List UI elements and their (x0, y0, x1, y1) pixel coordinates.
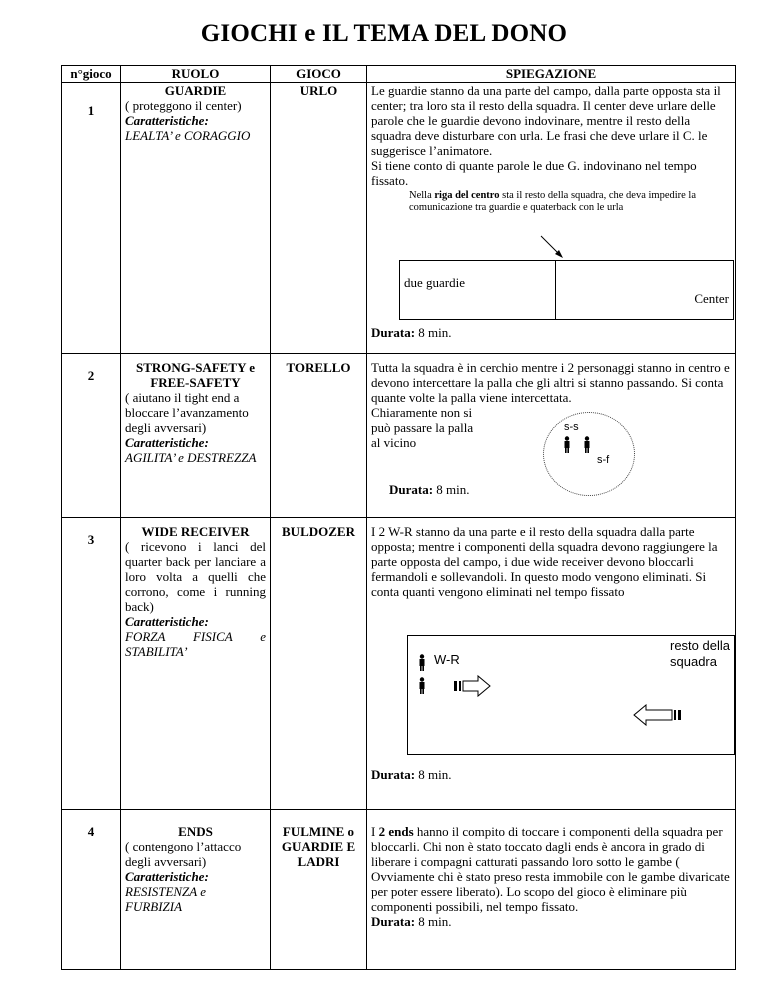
game-name (271, 810, 367, 970)
box-label-left: due guardie (404, 275, 466, 290)
table-row (62, 810, 736, 970)
table-row (62, 83, 736, 354)
diagram-1 (371, 188, 731, 321)
characteristics-value: AGILITA’ e DESTREZZA (125, 450, 257, 465)
game-name (271, 354, 367, 518)
explain-text-2: Si tiene conto di quante parole le due G. indovinano nel tempo fissato. (371, 158, 697, 188)
characteristics-value: RESISTENZA e FURBIZIA (125, 884, 207, 914)
explain-cell (367, 354, 736, 518)
number-text: 4 (87, 824, 95, 839)
field-box (407, 635, 735, 755)
explain-bold: 2 ends (378, 824, 414, 839)
header-explain: SPIEGAZIONE (367, 66, 736, 83)
box-label-right: Center (694, 291, 729, 306)
diagram-2 (371, 360, 731, 510)
characteristics-value: LEALTA’ e CORAGGIO (125, 128, 251, 143)
circle-label-top: s-s (564, 421, 579, 433)
role-title: ENDS (178, 824, 213, 839)
explain-pre: I (371, 824, 379, 839)
duration-label: Durata: (389, 482, 434, 497)
role-desc: ( ricevono i lanci del quarter back per lanciare a loro volta a quelli che corrono, come i running back) (125, 539, 266, 614)
header-game: GIOCO (271, 66, 367, 83)
duration-value: 8 min. (433, 482, 470, 497)
number-text: 2 (87, 368, 95, 383)
number-text: 1 (87, 103, 95, 118)
role-desc: ( proteggono il center) (125, 98, 242, 113)
explain-text: Le guardie stanno da una parte del campo, dalla parte opposta sta il center; tra loro sta il resto della squadra. Il center deve urlare delle parole che le guardie devono indovinare, mentre il resto della squadra deve disturbare con urla. Le frasi che deve urlare il C. le suggerisce l’animatore. (371, 83, 721, 158)
arrow-left-icon (630, 704, 690, 728)
duration (389, 482, 470, 497)
game-name-text: BULDOZER (282, 524, 355, 539)
circle (543, 412, 635, 496)
explain-text: Tutta la squadra è in cerchio mentre i 2 personaggi stanno in centro e devono intercettare la palla che gli altri si stanno passando. Si conta quante volte la palla viene intercettata. (371, 360, 730, 405)
characteristics-label: Caratteristiche: (125, 614, 209, 629)
field-divider (555, 261, 556, 319)
table-row (62, 354, 736, 518)
role-cell (121, 518, 271, 810)
explain-post: hanno il compito di toccare i componenti della squadra per bloccarli. Chi non è stato toccato dagli ends è ancora in grado di liberare i compagni catturati passando loro sotto le gambe ( Ovviamente chi è stato preso resta immobile con le gambe divaricate per poter essere liberato). Lo scopo del gioco è eliminare più componenti possibili, nel tempo fissato. (371, 824, 730, 914)
game-name-text: TORELLO (286, 360, 351, 375)
person-icon (561, 436, 601, 454)
duration (371, 325, 731, 340)
rest-label: resto della squadra (670, 638, 730, 669)
explain-line: al vicino (371, 435, 417, 450)
game-name-text: FULMINE o GUARDIE E LADRI (281, 824, 356, 869)
role-cell (121, 83, 271, 354)
explain-text (371, 824, 731, 914)
role-desc: ( contengono l’attacco degli avversari) (125, 839, 242, 869)
game-number (62, 518, 121, 810)
characteristics-label: Caratteristiche: (125, 869, 209, 884)
role-title: GUARDIE (164, 83, 227, 98)
duration-label: Durata: (371, 325, 416, 340)
note-text-2: sta il resto della squadra, che deva impedire la comunicazione tra guardie e quaterback con le urla (409, 190, 697, 213)
role-cell (121, 810, 271, 970)
game-name-text: URLO (299, 83, 338, 98)
duration-label: Durata: (371, 914, 416, 929)
role-cell (121, 354, 271, 518)
header-num: n°gioco (62, 66, 121, 83)
circle-label-bottom: s-f (597, 454, 610, 466)
duration-label: Durata: (371, 767, 416, 782)
number-text: 3 (87, 532, 95, 547)
role-desc: ( aiutano il tight end a bloccare l’avanzamento degli avversari) (125, 390, 249, 435)
header-role: RUOLO (121, 66, 271, 83)
page-title: GIOCHI e IL TEMA DEL DONO (200, 20, 568, 47)
game-number (62, 810, 121, 970)
note-text: Nella (409, 190, 435, 201)
explain-cell (367, 810, 736, 970)
game-number (62, 83, 121, 354)
explain-cell (367, 518, 736, 810)
wr-label: W-R (434, 652, 460, 667)
diagram-3 (371, 599, 731, 767)
duration-value: 8 min. (415, 325, 452, 340)
duration (371, 914, 731, 929)
explain-cell (367, 83, 736, 354)
note-bold: riga del centro (434, 190, 500, 201)
explain-text: I 2 W-R stanno da una parte e il resto della squadra dalla parte opposta; mentre i componenti della squadra devono raggiungere la parte opposta del campo, i due wide receiver devono bloccarli fermandoli e sollevandoli. In questo modo vengono eliminati. Si conta quanti vengono eliminati nel tempo fissato (371, 524, 718, 599)
games-table (61, 65, 736, 970)
game-name (271, 83, 367, 354)
role-title: STRONG-SAFETY e FREE-SAFETY (135, 360, 256, 390)
explain-line: può passare la palla (371, 420, 474, 435)
table-row (62, 518, 736, 810)
characteristics-value: FORZA FISICA e STABILITA’ (125, 629, 266, 659)
characteristics-label: Caratteristiche: (125, 113, 209, 128)
characteristics-label: Caratteristiche: (125, 435, 209, 450)
duration-value: 8 min. (415, 914, 452, 929)
role-title: WIDE RECEIVER (141, 524, 250, 539)
duration-value: 8 min. (415, 767, 452, 782)
explain-line: Chiaramente non si (371, 405, 473, 420)
game-name (271, 518, 367, 810)
game-number (62, 354, 121, 518)
field-box (399, 260, 734, 320)
duration (371, 767, 731, 782)
header-row (62, 66, 736, 83)
